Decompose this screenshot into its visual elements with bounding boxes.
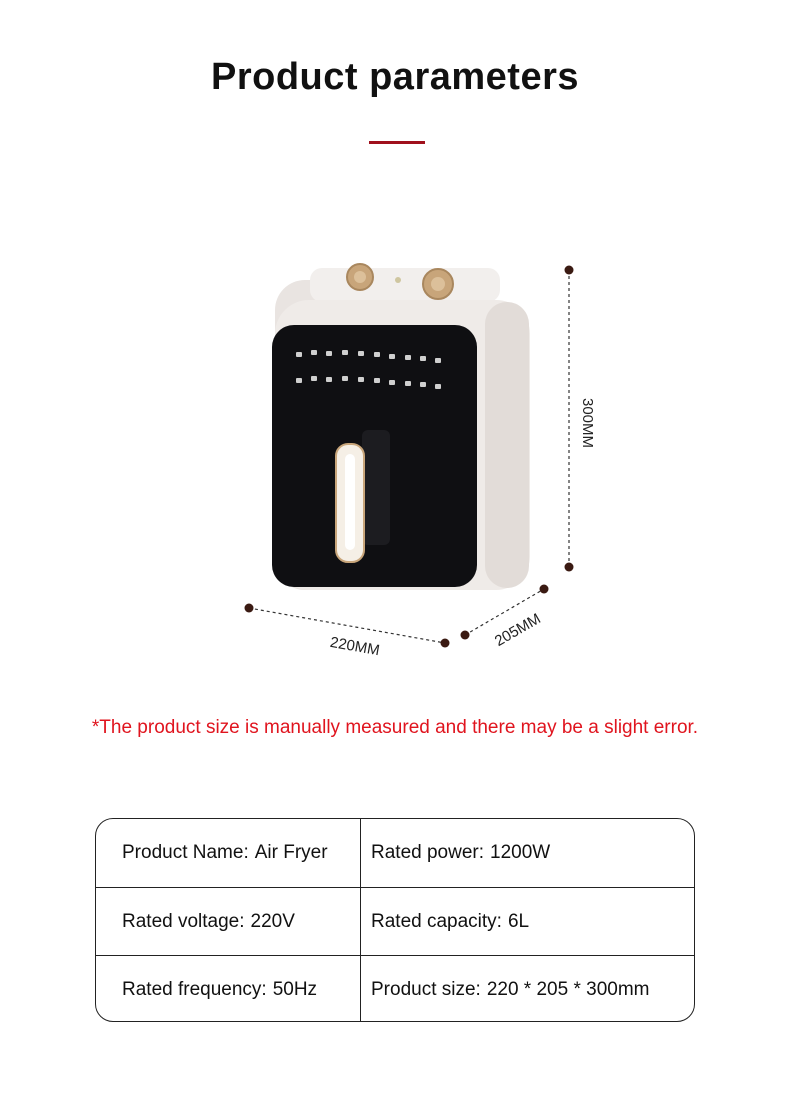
spec-cell-product-name <box>96 819 361 887</box>
spec-row <box>96 887 694 955</box>
spec-label: Rated voltage: <box>122 910 245 932</box>
product-dimension-figure <box>0 240 790 680</box>
spec-table <box>95 818 695 1022</box>
spec-label: Product Name: <box>122 842 249 863</box>
spec-row <box>96 955 694 1022</box>
spec-label: Rated power: <box>371 842 485 863</box>
air-fryer-image <box>272 264 530 590</box>
spec-value: 220V <box>250 910 295 932</box>
page-title: Product parameters <box>210 56 579 98</box>
width-dimension <box>245 604 450 660</box>
spec-cell-product-size <box>361 956 694 1022</box>
width-label: 220MM <box>328 633 381 660</box>
spec-value: 6L <box>507 910 530 932</box>
spec-value: 1200W <box>490 842 551 863</box>
spec-value: 50Hz <box>272 978 318 1000</box>
spec-cell-rated-capacity <box>361 888 694 955</box>
title-accent-rule <box>369 141 425 144</box>
spec-value: 220 * 205 * 300mm <box>486 978 650 1000</box>
spec-label: Rated frequency: <box>122 978 267 1000</box>
spec-cell-rated-voltage <box>96 888 361 955</box>
spec-row <box>96 819 694 887</box>
depth-dimension <box>461 585 549 650</box>
spec-label: Product size: <box>371 978 481 1000</box>
height-dimension <box>565 266 597 572</box>
spec-label: Rated capacity: <box>371 910 502 932</box>
depth-label: 205MM <box>491 610 544 650</box>
spec-cell-rated-power <box>361 819 694 887</box>
spec-value: Air Fryer <box>254 842 328 863</box>
spec-cell-rated-frequency <box>96 956 361 1022</box>
height-label: 300MM <box>579 397 596 449</box>
size-disclaimer: *The product size is manually measured and there may be a slight error. <box>91 717 699 738</box>
